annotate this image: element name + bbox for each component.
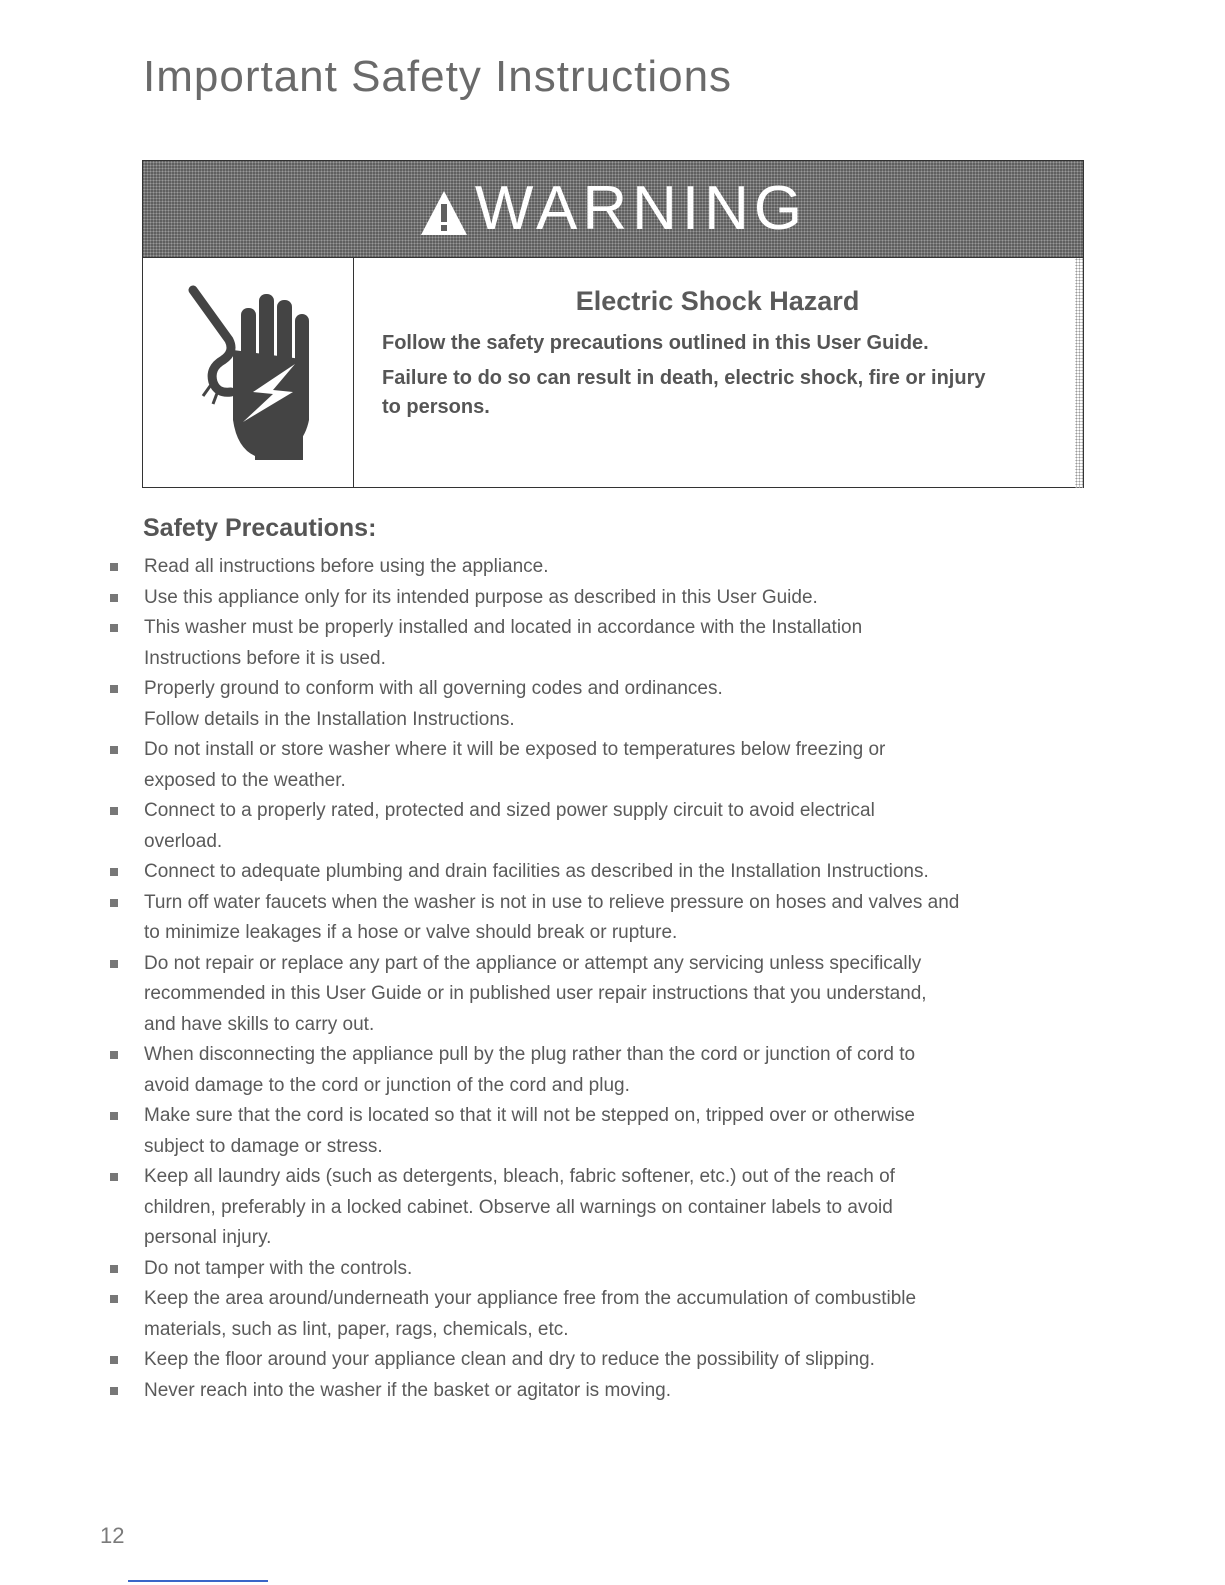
bullet-icon: [110, 899, 118, 907]
precaution-text: to minimize leakages if a hose or valve should break or rupture.: [144, 922, 678, 943]
precaution-text: Never reach into the washer if the basket or agitator is moving.: [144, 1379, 671, 1401]
precaution-text: recommended in this User Guide or in published user repair instructions that you understand,: [144, 983, 927, 1004]
precaution-text: materials, such as lint, paper, rags, chemicals, etc.: [144, 1318, 569, 1340]
precaution-text: Do not repair or replace any part of the appliance or attempt any servicing unless specifically: [144, 952, 922, 974]
warning-box: [142, 160, 1084, 488]
section-heading: Safety Precautions:: [143, 514, 377, 542]
precaution-text: Follow details in the Installation Instructions.: [144, 708, 515, 730]
precaution-text: Use this appliance only for its intended purpose as described in this User Guide.: [144, 586, 818, 608]
precaution-item: [108, 583, 1108, 614]
hazard-title: Electric Shock Hazard: [575, 286, 860, 316]
precaution-text: Do not install or store washer where it will be exposed to temperatures below freezing or: [144, 739, 886, 760]
precaution-text: exposed to the weather.: [144, 769, 346, 791]
bullet-icon: [110, 1295, 118, 1303]
precaution-item: [108, 1254, 1108, 1285]
precaution-item: [108, 857, 1108, 888]
bullet-icon: [110, 685, 118, 693]
precaution-text: avoid damage to the cord or junction of the cord and plug.: [144, 1074, 630, 1096]
precaution-item: [108, 613, 1108, 674]
precaution-text: Turn off water faucets when the washer is not in use to relieve pressure on hoses and valves and: [144, 891, 960, 913]
precaution-item: [108, 796, 1108, 857]
precautions-list: [108, 552, 1108, 1406]
hazard-line: Failure to do so can result in death, electric shock, fire or injury to persons.: [382, 367, 986, 418]
bullet-icon: [110, 868, 118, 876]
bullet-icon: [110, 563, 118, 571]
warning-label: WARNING: [474, 174, 808, 243]
bullet-icon: [110, 594, 118, 602]
page-number: 12: [100, 1523, 125, 1548]
precaution-text: This washer must be properly installed and located in accordance with the Installation: [144, 617, 863, 638]
bullet-icon: [110, 807, 118, 815]
precaution-item: [108, 674, 1108, 735]
bullet-icon: [110, 1112, 118, 1120]
precaution-text: overload.: [144, 830, 223, 852]
precaution-item: [108, 888, 1108, 949]
warning-body: [143, 258, 1083, 488]
precaution-item: [108, 1162, 1108, 1254]
precaution-item: [108, 1284, 1108, 1345]
precaution-text: Connect to a properly rated, protected and sized power supply circuit to avoid electrical: [144, 800, 875, 821]
precaution-item: [108, 735, 1108, 796]
precaution-text: and have skills to carry out.: [144, 1013, 375, 1035]
precaution-text: Keep all laundry aids (such as detergents, bleach, fabric softener, etc.) out of the reach of: [144, 1166, 895, 1187]
precaution-text: When disconnecting the appliance pull by the plug rather than the cord or junction of cord to: [144, 1044, 916, 1065]
precaution-text: Make sure that the cord is located so that it will not be stepped on, tripped over or otherwise: [144, 1105, 915, 1126]
warning-triangle-icon: [419, 189, 469, 237]
bullet-icon: [110, 1173, 118, 1181]
bullet-icon: [110, 624, 118, 632]
hazard-line: Follow the safety precautions outlined in this User Guide.: [382, 332, 929, 354]
footer-rule: [128, 1580, 268, 1582]
pictogram-cell: [143, 258, 354, 488]
precaution-text: Keep the area around/underneath your appliance free from the accumulation of combustible: [144, 1288, 917, 1309]
bullet-icon: [110, 1387, 118, 1395]
precaution-item: [108, 1040, 1108, 1101]
precaution-text: Connect to adequate plumbing and drain facilities as described in the Installation Instructions.: [144, 861, 929, 882]
bullet-icon: [110, 746, 118, 754]
precaution-text: children, preferably in a locked cabinet. Observe all warnings on container labels to avoid: [144, 1196, 893, 1218]
bullet-icon: [110, 1051, 118, 1059]
precaution-text: subject to damage or stress.: [144, 1135, 383, 1157]
precaution-item: [108, 1376, 1108, 1407]
precaution-text: Keep the floor around your appliance clean and dry to reduce the possibility of slipping.: [144, 1349, 875, 1370]
warning-text-cell: [354, 258, 1083, 488]
bullet-icon: [110, 1265, 118, 1273]
precaution-text: Properly ground to conform with all governing codes and ordinances.: [144, 678, 723, 699]
precaution-item: [108, 1101, 1108, 1162]
precaution-text: Do not tamper with the controls.: [144, 1257, 413, 1279]
precaution-text: Read all instructions before using the appliance.: [144, 556, 549, 577]
precaution-item: [108, 552, 1108, 583]
electric-shock-hand-icon: [173, 280, 323, 460]
precaution-text: personal injury.: [144, 1227, 272, 1248]
warning-header: [143, 161, 1083, 258]
page-title: Important Safety Instructions: [143, 52, 733, 101]
bullet-icon: [110, 1356, 118, 1364]
precaution-text: Instructions before it is used.: [144, 647, 386, 669]
bullet-icon: [110, 960, 118, 968]
precaution-item: [108, 1345, 1108, 1376]
precaution-item: [108, 949, 1108, 1041]
